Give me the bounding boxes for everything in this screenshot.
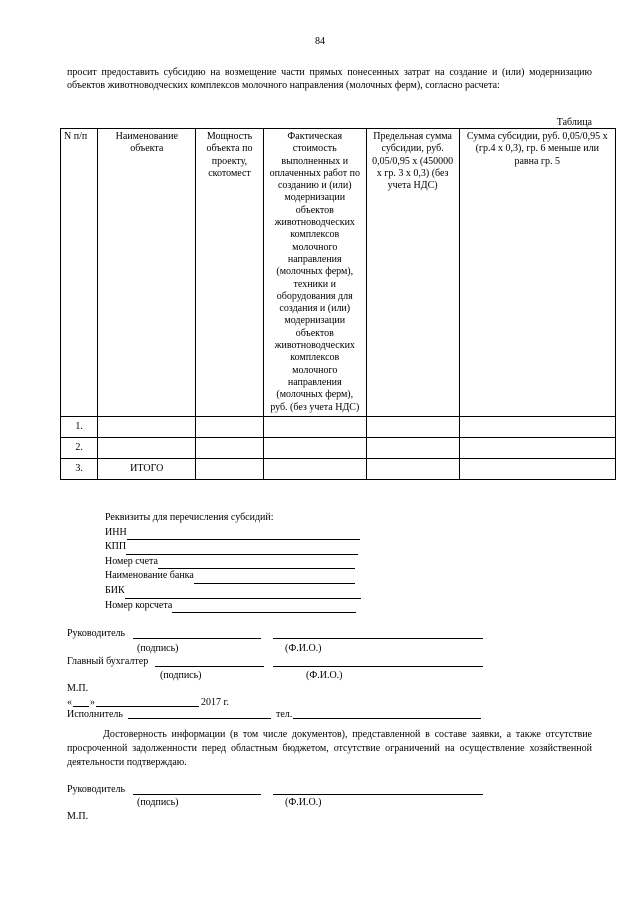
requisite-corr-account-label: Номер корсчета bbox=[105, 599, 173, 611]
header-cell-max-subsidy: Предельная сумма субсидии, руб. 0,05/0,95 x (450000 x гр. 3 x 0,3) (без учета НДС) bbox=[366, 129, 459, 417]
fio-hint: (Ф.И.О.) bbox=[306, 670, 343, 681]
requisites-block bbox=[105, 511, 405, 613]
head-fio-line bbox=[273, 794, 483, 795]
accountant-fio-line bbox=[273, 666, 483, 667]
row-cell bbox=[459, 416, 615, 437]
sign-hint: (подпись) bbox=[137, 643, 179, 654]
table-row bbox=[61, 416, 616, 437]
date-day-line bbox=[73, 706, 89, 707]
row-name bbox=[98, 437, 196, 458]
phone-line bbox=[293, 718, 481, 719]
requisite-inn-label: ИНН bbox=[105, 526, 127, 538]
requisite-bik-line bbox=[125, 588, 361, 599]
requisite-account-line bbox=[158, 558, 355, 569]
date-month-line bbox=[96, 706, 199, 707]
row-cell bbox=[459, 458, 615, 479]
head-fio-line bbox=[273, 638, 483, 639]
row-cell bbox=[366, 416, 459, 437]
subsidy-calculation-table bbox=[60, 128, 616, 480]
table-row bbox=[61, 437, 616, 458]
requisite-inn-line bbox=[127, 529, 360, 540]
date-open-quote: « bbox=[67, 697, 72, 708]
sign-hint: (подпись) bbox=[160, 670, 202, 681]
row-cell bbox=[263, 416, 366, 437]
table-caption: Таблица bbox=[556, 117, 592, 128]
requisite-corr-account-line bbox=[172, 602, 356, 613]
requisites-title: Реквизиты для перечисления субсидий: bbox=[105, 512, 274, 523]
date-year: 2017 г. bbox=[201, 697, 229, 708]
requisite-bik-label: БИК bbox=[105, 584, 125, 596]
table-header-row bbox=[61, 129, 616, 417]
row-name-total: ИТОГО bbox=[98, 458, 196, 479]
sign-hint: (подпись) bbox=[137, 797, 179, 808]
head-label: Руководитель bbox=[67, 628, 126, 639]
accountant-sign-line bbox=[155, 666, 264, 667]
row-cell bbox=[263, 458, 366, 479]
table-row-total bbox=[61, 458, 616, 479]
row-number: 2. bbox=[61, 437, 98, 458]
row-cell bbox=[196, 458, 264, 479]
row-cell bbox=[263, 437, 366, 458]
row-cell bbox=[366, 437, 459, 458]
intro-paragraph: просит предоставить субсидию на возмещение части прямых понесенных затрат на создание и (или) модернизацию объектов животноводческих комплексов молочного направления (молочных ферм), согласно расчета: bbox=[67, 67, 592, 92]
accountant-label: Главный бухгалтер bbox=[67, 656, 149, 667]
header-cell-number: N п/п bbox=[61, 129, 98, 417]
row-cell bbox=[196, 416, 264, 437]
head-sign-line bbox=[133, 794, 261, 795]
requisite-kpp-line bbox=[126, 544, 358, 555]
head-label: Руководитель bbox=[67, 784, 126, 795]
requisite-kpp-label: КПП bbox=[105, 541, 127, 553]
confirmation-paragraph: Достоверность информации (в том числе документов), представленной в составе заявки, а также отсутствие просроченной задолженности перед областным бюджетом, отсутствие ограничений на осуществление хозяйственной деятельности подтверждаю. bbox=[67, 729, 592, 768]
row-cell bbox=[366, 458, 459, 479]
requisite-bank-label: Наименование банка bbox=[105, 570, 194, 582]
stamp-place: М.П. bbox=[67, 811, 89, 822]
row-name bbox=[98, 416, 196, 437]
executor-line bbox=[128, 718, 271, 719]
row-cell bbox=[459, 437, 615, 458]
fio-hint: (Ф.И.О.) bbox=[285, 643, 322, 654]
header-cell-subsidy-amount: Сумма субсидии, руб. 0,05/0,95 x (гр.4 x 0,3), гр. 6 меньше или равна гр. 5 bbox=[459, 129, 615, 417]
page-number: 84 bbox=[315, 36, 325, 47]
stamp-place: М.П. bbox=[67, 683, 89, 694]
head-sign-line bbox=[133, 638, 261, 639]
date-close-quote: » bbox=[90, 697, 95, 708]
requisite-bank-line bbox=[194, 573, 355, 584]
header-cell-object-name: Наименование объекта bbox=[98, 129, 196, 417]
header-cell-capacity: Мощность объекта по проекту, скотомест bbox=[196, 129, 264, 417]
header-cell-actual-cost: Фактическая стоимость выполненных и оплаченных работ по созданию и (или) модернизации объектов животноводческих комплексов молочного направления (молочных ферм), техники и оборудования для создания и (или) модернизации объектов животноводческих комплексов молочного направления (молочных ферм), руб. (без учета НДС) bbox=[263, 129, 366, 417]
row-number: 3. bbox=[61, 458, 98, 479]
executor-label: Исполнитель bbox=[67, 709, 123, 720]
requisite-account-label: Номер счета bbox=[105, 555, 158, 567]
row-number: 1. bbox=[61, 416, 98, 437]
phone-label: тел. bbox=[276, 709, 293, 720]
fio-hint: (Ф.И.О.) bbox=[285, 797, 322, 808]
row-cell bbox=[196, 437, 264, 458]
